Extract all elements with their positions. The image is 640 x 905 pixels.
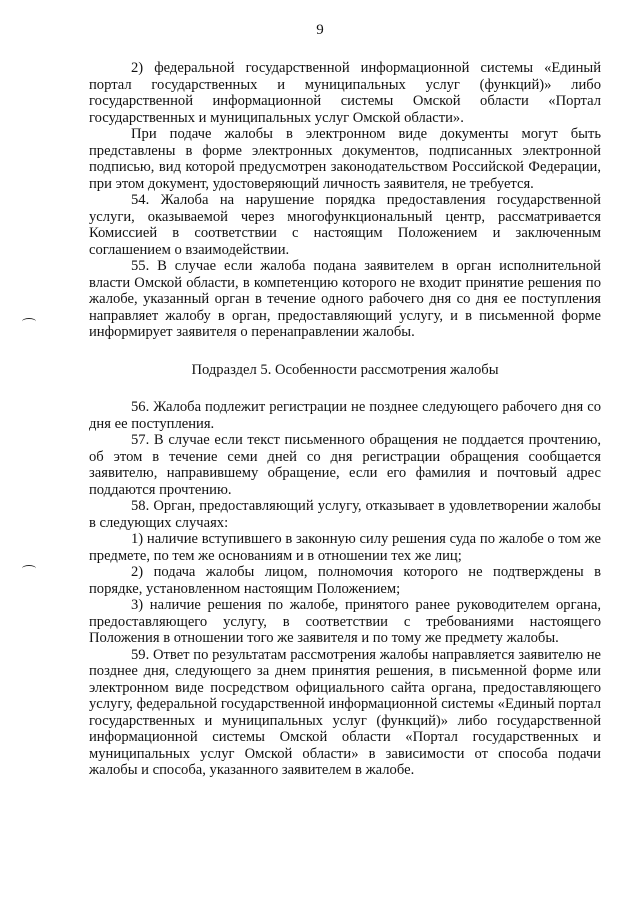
paragraph-58-item-3: 3) наличие решения по жалобе, принятого ранее руководителем органа, предоставляющего услугу, в соответствии с требованиями настоящего Положения в отношении того же заявителя и по тому же предмету жалобы. xyxy=(89,597,601,646)
paragraph-58-item-2: 2) подача жалобы лицом, полномочия которого не подтверждены в порядке, установленном настоящим Положением; xyxy=(89,564,601,597)
paragraph-55: 55. В случае если жалоба подана заявителем в орган исполнительной власти Омской области, в компетенцию которого не входит принятие решения по жалобе, указанный орган в течение одного рабочего дня со дня ее поступления направляет жалобу в орган, предоставляющий услугу, и в письменной форме информирует заявителя о перенаправлении жалобы. xyxy=(89,258,601,340)
margin-mark-lower xyxy=(22,565,36,572)
paragraph-58: 58. Орган, предоставляющий услугу, отказывает в удовлетворении жалобы в следующих случаях: xyxy=(89,498,601,531)
paragraph-58-item-1: 1) наличие вступившего в законную силу решения суда по жалобе о том же предмете, по тем же основаниям и в отношении тех же лиц; xyxy=(89,531,601,564)
paragraph-54: 54. Жалоба на нарушение порядка предоставления государственной услуги, оказываемой через многофункциональный центр, рассматривается Комиссией в соответствии с настоящим Положением и заключенным соглашением о взаимодействии. xyxy=(89,192,601,258)
subsection-heading: Подраздел 5. Особенности рассмотрения жалобы xyxy=(191,361,499,378)
paragraph-59: 59. Ответ по результатам рассмотрения жалобы направляется заявителю не позднее дня, следующего за днем принятия решения, в письменной форме или электронном виде посредством официального сайта органа, предоставляющего услугу, федеральной государственной информационной системы «Единый портал государственных и муниципальных услуг (функций)» либо государственной информационной системы Омской области «Портал государственных и муниципальных услуг Омской области» в зависимости от способа подачи жалобы и способа, указанного заявителем в жалобе. xyxy=(89,646,601,778)
paragraph-item-2: 2) федеральной государственной информационной системы «Единый портал государственных и муниципальных услуг (функций)» либо государственной информационной системы Омской области «Портал государственных и муниципальных услуг Омской области». xyxy=(89,60,601,126)
paragraph-57: 57. В случае если текст письменного обращения не поддается прочтению, об этом в течение семи дней со дня регистрации обращения сообщается заявителю, направившему обращение, если его фамилия и почтовый адрес поддаются прочтению. xyxy=(89,432,601,498)
page-number: 9 xyxy=(316,22,324,38)
paragraph-56: 56. Жалоба подлежит регистрации не позднее следующего рабочего дня со дня ее поступления. xyxy=(89,399,601,432)
margin-mark-upper xyxy=(22,318,36,325)
document-body xyxy=(89,60,601,779)
paragraph-electronic-submission: При подаче жалобы в электронном виде документы могут быть представлены в форме электронных документов, подписанных электронной подписью, вид которой предусмотрен законодательством Российской Федерации, при этом документ, удостоверяющий личность заявителя, не требуется. xyxy=(89,126,601,192)
